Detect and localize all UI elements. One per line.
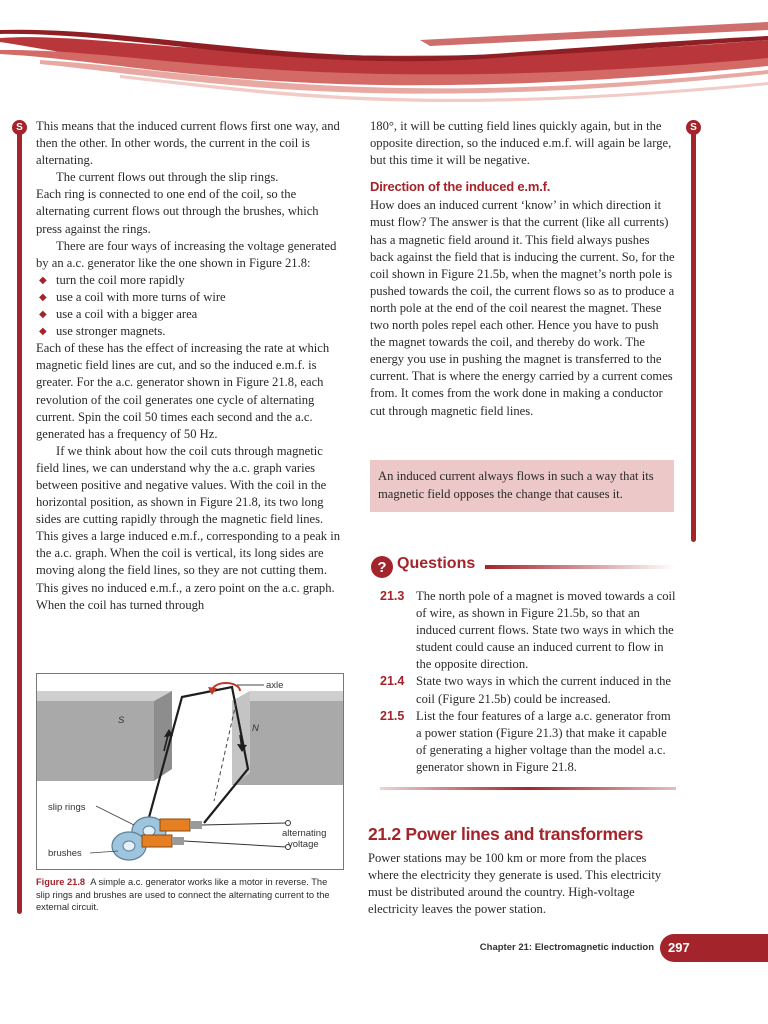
list-item: ◆ use a coil with more turns of wire: [36, 289, 346, 306]
header-swoosh-banner: [0, 0, 768, 115]
list-item: ◆ use a coil with a bigger area: [36, 306, 346, 323]
figure-caption-label: Figure 21.8: [36, 877, 86, 887]
diamond-bullet-icon: ◆: [39, 309, 47, 321]
left-paragraph-3: Each ring is connected to one end of the coil, so the alternating current flows out through the brushes, which press against the rings.: [36, 187, 319, 236]
svg-text:?: ?: [377, 559, 387, 576]
question-item: [380, 588, 676, 673]
questions-header: [370, 552, 670, 582]
section-body: Power stations may be 100 km or more from the places where the electricity they generate is used. This electricity must be distributed around the country. High-voltage electricity leaves the power station.: [368, 851, 662, 917]
s-pole-label: S: [118, 715, 125, 726]
axle-label: axle: [266, 680, 284, 691]
question-text: The north pole of a magnet is moved towards a coil of wire, as shown in Figure 21.5b, so that an induced current flows. State two ways in which the student could cause an induced current to flow in the opposite direction.: [416, 589, 676, 672]
figure-caption: [36, 876, 336, 914]
section-title: 21.2 Power lines and transformers: [368, 824, 644, 844]
north-magnet: [232, 691, 343, 785]
right-sidebar-bar: [691, 130, 696, 542]
questions-rule: [485, 565, 675, 569]
question-text: List the four features of a large a.c. generator from a power station (Figure 21.3) that make it capable of generating a higher voltage than the model a.c. generator shown in Figure 21.8.: [416, 708, 671, 774]
list-item: ◆ use stronger magnets.: [36, 323, 346, 340]
left-sidebar-bar: [17, 130, 22, 914]
page-number-tab: [660, 934, 768, 962]
question-number: 21.4: [380, 674, 405, 689]
right-text-column: [370, 118, 676, 420]
list-item: ◆ turn the coil more rapidly: [36, 272, 346, 289]
diamond-bullet-icon: ◆: [39, 291, 47, 303]
left-paragraph-2: The current flows out through the slip rings.: [56, 170, 279, 185]
diamond-bullet-icon: ◆: [39, 274, 47, 286]
left-paragraph-5: Each of these has the effect of increasing the rate at which magnetic field lines are cut, and so the induced e.m.f. is greater. For the a.c. generator shown in Figure 21.8, each revolution of the coil generates one cycle of alternating current. Spin the coil 50 times each second and the a.c. generated has a frequency of 50 Hz.: [36, 341, 330, 441]
right-syllabus-badge: S: [686, 120, 701, 135]
question-mark-icon: [370, 555, 394, 579]
question-number: 21.5: [380, 708, 405, 723]
questions-list: [380, 588, 676, 776]
n-pole-label: N: [252, 723, 259, 734]
left-paragraph-6: If we think about how the coil cuts through magnetic field lines, we can understand why the a.c. graph varies between positive and negative values. With the coil in the horizontal position, as shown in Figure 21.8, its two long sides are cutting rapidly through the magnetic field lines. This gives a large induced e.m.f., corresponding to a peak in the a.c. graph. When the coil is vertical, its long sides are moving along the field lines, so they are not cutting them. This gives no induced e.m.f., a zero point on the a.c. graph. When the coil has turned through: [36, 443, 341, 612]
brushes-label: brushes: [48, 848, 82, 859]
right-paragraph-1: 180°, it will be cutting field lines quickly again, but in the opposite direction, so the induced e.m.f. will again be large, but this time it will be negative.: [370, 119, 672, 168]
generator-figure: [36, 673, 344, 870]
questions-title: Questions: [397, 555, 476, 572]
right-paragraph-2: How does an induced current ‘know’ in which direction it must flow? The answer is that the current (like all currents) has a magnetic field around it. This field always pushes back against the field that is inducing the current. So, for the coil shown in Figure 21.5b, when the magnet’s north pole is pushed towards the coil, the current flows so as to produce a north pole at the end of the coil nearest the magnet. These two north poles repel each other. Hence you have to push the magnet towards the coil, and thereby do work. The energy you use in pushing the magnet is transferred to the current. That is where the energy carried by a current comes from. It comes from the work done in making a conductor cut through magnetic field lines.: [370, 198, 675, 418]
left-paragraph-4: There are four ways of increasing the voltage generated by an a.c. generator like the one shown in Figure 21.8:: [36, 238, 337, 270]
questions-end-rule: [380, 786, 676, 790]
key-statement-box: An induced current always flows in such a way that its magnetic field opposes the change that causes it.: [370, 460, 674, 512]
page-number: 297: [668, 940, 690, 955]
slip-rings-label: slip rings: [48, 802, 86, 813]
voltage-label: voltage: [288, 839, 319, 850]
south-magnet: [37, 691, 172, 781]
question-item: [380, 673, 676, 707]
diamond-bullet-icon: ◆: [39, 326, 47, 338]
figure-caption-text: A simple a.c. generator works like a motor in reverse. The slip rings and brushes are used to connect the alternating current to the external circuit.: [36, 877, 330, 912]
alternating-label: alternating: [282, 828, 327, 839]
question-number: 21.3: [380, 589, 405, 603]
left-paragraph-1: This means that the induced current flows first one way, and then the other. In other words, the current in the coil is alternating.: [36, 119, 340, 168]
left-syllabus-badge: S: [12, 120, 27, 135]
page-footer: [479, 934, 768, 962]
question-item: [380, 708, 676, 776]
question-text: State two ways in which the current induced in the coil (Figure 21.5b) could be increased.: [416, 674, 671, 706]
direction-heading: Direction of the induced e.m.f.: [370, 179, 551, 195]
chapter-label: Chapter 21: Electromagnetic induction: [479, 942, 654, 953]
ways-list: [36, 272, 346, 340]
left-text-column: [36, 118, 346, 614]
